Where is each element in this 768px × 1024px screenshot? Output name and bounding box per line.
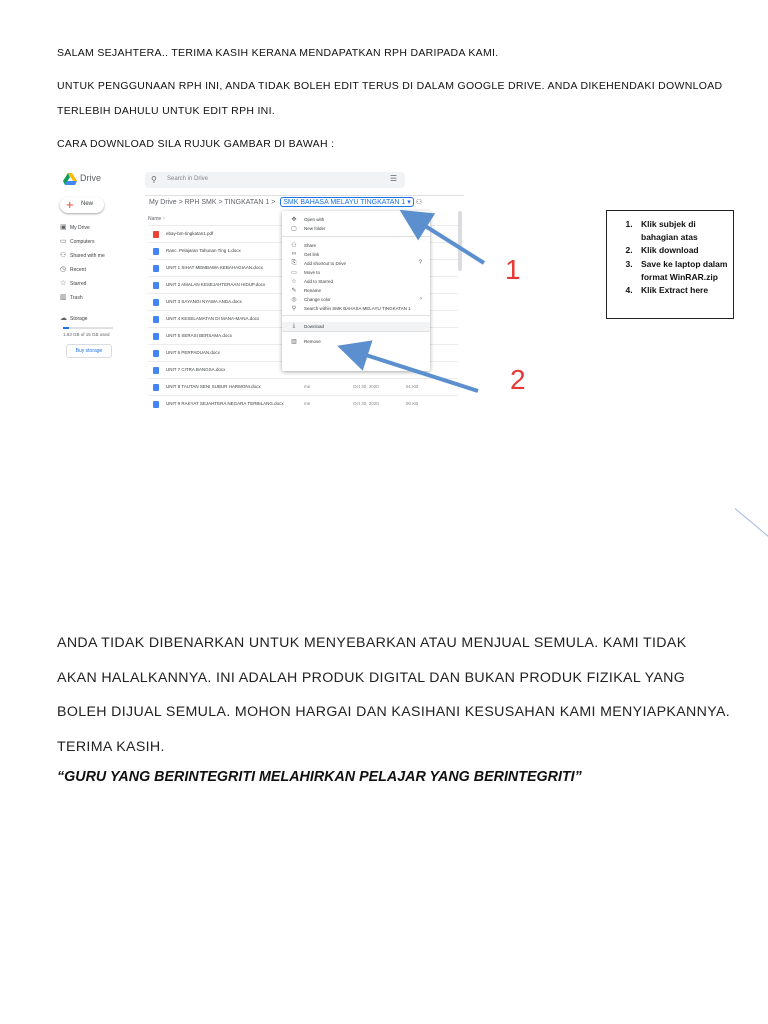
people-icon: ⚇ — [60, 252, 67, 259]
download-icon: ⤓ — [292, 323, 296, 329]
sidebar-item-label: My Drive — [70, 225, 90, 231]
file-name: ebay-bm-tingkatan1.pdf — [166, 231, 214, 236]
file-name: UNIT 5 SERASI BERSAMA.docx — [166, 333, 232, 338]
clock-icon: ◷ — [60, 266, 67, 273]
file-size: 91 KB — [406, 384, 419, 389]
menu-item-label: Rename — [304, 288, 322, 293]
menu-item-label: Open with — [304, 217, 325, 222]
sidebar-item-label: Trash — [70, 295, 83, 301]
file-name: UNIT 7 CITRA BANGSA.docx — [166, 367, 226, 372]
sidebar-item-label: Recent — [70, 267, 86, 273]
intro-greeting: SALAM SEJAHTERA.. TERIMA KASIH KERANA MENDAPATKAN RPH DARIPADA KAMI. — [57, 47, 499, 59]
menu-item-label: Remove — [304, 339, 321, 344]
breadcrumb-separator: > — [218, 199, 225, 206]
file-name: UNIT 1 SIHAT MEMBAWA KEBAHAGIAAN.docx — [166, 265, 263, 270]
breadcrumb-current-folder[interactable]: SMK BAHASA MELAYU TINGKATAN 1 ▾ — [280, 197, 413, 207]
menu-item-label: Add shortcut to Drive — [304, 261, 347, 266]
step-number-1: 1 — [505, 254, 521, 285]
star-icon: ☆ — [60, 280, 67, 287]
notice-line: ANDA TIDAK DIBENARKAN UNTUK MENYEBARKAN ATAU MENJUAL SEMULA. KAMI TIDAK — [57, 635, 687, 651]
breadcrumb-separator: > — [178, 199, 185, 206]
step-item: 3. Save ke laptop dalam format WinRAR.zip — [635, 258, 729, 284]
search-input[interactable]: Search in Drive — [167, 176, 209, 182]
menu-item-label: Download — [304, 324, 325, 329]
breadcrumb-my-drive[interactable]: My Drive — [149, 199, 177, 206]
notice-line: BOLEH DIJUAL SEMULA. MOHON HARGAI DAN KASIHANI KESUSAHAN KAMI MENYIAPKANNYA. — [57, 704, 731, 720]
intro-download-heading: CARA DOWNLOAD SILA RUJUK GAMBAR DI BAWAH : — [57, 138, 335, 150]
file-owner: me — [304, 384, 311, 389]
file-owner: me — [304, 401, 311, 406]
plus-icon: + — [66, 197, 74, 212]
drive-icon: ▣ — [60, 224, 67, 231]
file-size: 90 KB — [406, 401, 419, 406]
file-name: UNIT 2 AMALAN KESEJAHTERAAN HIDUP.docx — [166, 282, 266, 287]
rename-icon: ✎ — [291, 288, 297, 294]
new-folder-icon: ▢ — [291, 226, 297, 232]
menu-item-label: Add to Starred — [304, 279, 334, 284]
cloud-icon: ☁ — [60, 315, 67, 322]
steps-box — [606, 210, 734, 319]
trash-icon: ▥ — [60, 294, 67, 301]
integrity-quote: “GURU YANG BERINTEGRITI MELAHIRKAN PELAJAR YANG BERINTEGRITI” — [57, 769, 582, 785]
file-name: UNIT 3 SAYANGI NYAWA ANDA.docx — [166, 299, 242, 304]
drive-logo-text: Drive — [80, 173, 102, 183]
file-name: UNIT 4 KESELAMATAN DI MANA-MANA.docx — [166, 316, 260, 321]
menu-item-trailing: › — [420, 216, 422, 222]
menu-item-label: Get link — [304, 252, 320, 257]
intro-instruction-line2: TERLEBIH DAHULU UNTUK EDIT RPH INI. — [57, 105, 276, 117]
step-number-2: 2 — [510, 364, 526, 395]
buy-storage-button[interactable]: Buy storage — [66, 344, 112, 358]
step-item: 1. Klik subjek di bahagian atas — [635, 218, 729, 244]
storage-usage-text: 1.83 GB of 15 GB used — [63, 332, 110, 337]
breadcrumb-tingkatan[interactable]: TINGKATAN 1 — [224, 199, 270, 206]
link-icon: ∞ — [291, 251, 297, 257]
search-icon: ⚲ — [151, 175, 157, 184]
file-date: Oct 30, 2020 — [353, 384, 379, 389]
open-with-icon: ✥ — [291, 217, 297, 223]
file-name: UNIT 8 TAUTAN SENI SUBUR HARMONI.docx — [166, 384, 261, 389]
menu-item-label: Search within SMK BAHASA MELAYU TINGKATAN 1 — [304, 306, 411, 311]
menu-item-label: Share — [304, 243, 317, 248]
star-icon: ☆ — [291, 279, 297, 285]
shared-folder-icon: ⚇ — [415, 199, 422, 206]
file-name: Ranc. Pelajaran Tahunan Ting 1.docx — [166, 248, 241, 253]
notice-paragraph — [57, 626, 747, 764]
move-icon: ▭ — [291, 270, 297, 276]
search-icon: ⚲ — [291, 306, 297, 312]
menu-item-trailing: › — [420, 296, 422, 302]
shortcut-icon: ⎘ — [291, 260, 297, 266]
sidebar-item-label: Starred — [70, 281, 87, 287]
search-options-icon[interactable]: ☰ — [389, 174, 397, 183]
step-item: 2. Klik download — [635, 244, 729, 257]
breadcrumb-rph-smk[interactable]: RPH SMK — [184, 199, 217, 206]
menu-item-label: Move to — [304, 270, 321, 275]
arrow-to-download — [341, 347, 478, 391]
file-name: UNIT 9 RAKYAT SEJAHTERA NEGARA TERBILANG.docx — [166, 401, 284, 406]
trash-icon: ▥ — [291, 339, 297, 345]
share-icon: ⚇ — [291, 243, 297, 249]
new-button-label: New — [81, 201, 94, 207]
arrow-to-breadcrumb — [403, 212, 484, 263]
menu-item-label: New folder — [304, 226, 326, 231]
breadcrumb-separator: > — [271, 199, 276, 206]
sidebar-item-label: Shared with me — [70, 253, 105, 259]
menu-item-label: Change color — [304, 297, 331, 302]
computer-icon: ▭ — [60, 238, 67, 245]
palette-icon: ◎ — [291, 297, 297, 303]
step-item: 4. Klik Extract here — [635, 284, 729, 297]
name-column-header[interactable]: Name ↑ — [148, 216, 166, 222]
menu-item-trailing: ? — [418, 260, 422, 266]
sidebar-item-label: Computers — [70, 239, 95, 245]
sidebar-item-label: Storage — [70, 316, 88, 322]
file-name: UNIT 6 PERPADUAN.docx — [166, 350, 220, 355]
intro-instruction-line1: UNTUK PENGGUNAAN RPH INI, ANDA TIDAK BOLEH EDIT TERUS DI DALAM GOOGLE DRIVE. ANDA DIKEHENDAKI DOWNLOAD — [57, 80, 723, 92]
notice-line: AKAN HALALKANNYA. INI ADALAH PRODUK DIGITAL DAN BUKAN PRODUK FIZIKAL YANG — [57, 669, 686, 686]
steps-list — [607, 211, 733, 297]
notice-line: TERIMA KASIH. — [57, 738, 165, 755]
file-date: Oct 30, 2020 — [353, 401, 379, 406]
